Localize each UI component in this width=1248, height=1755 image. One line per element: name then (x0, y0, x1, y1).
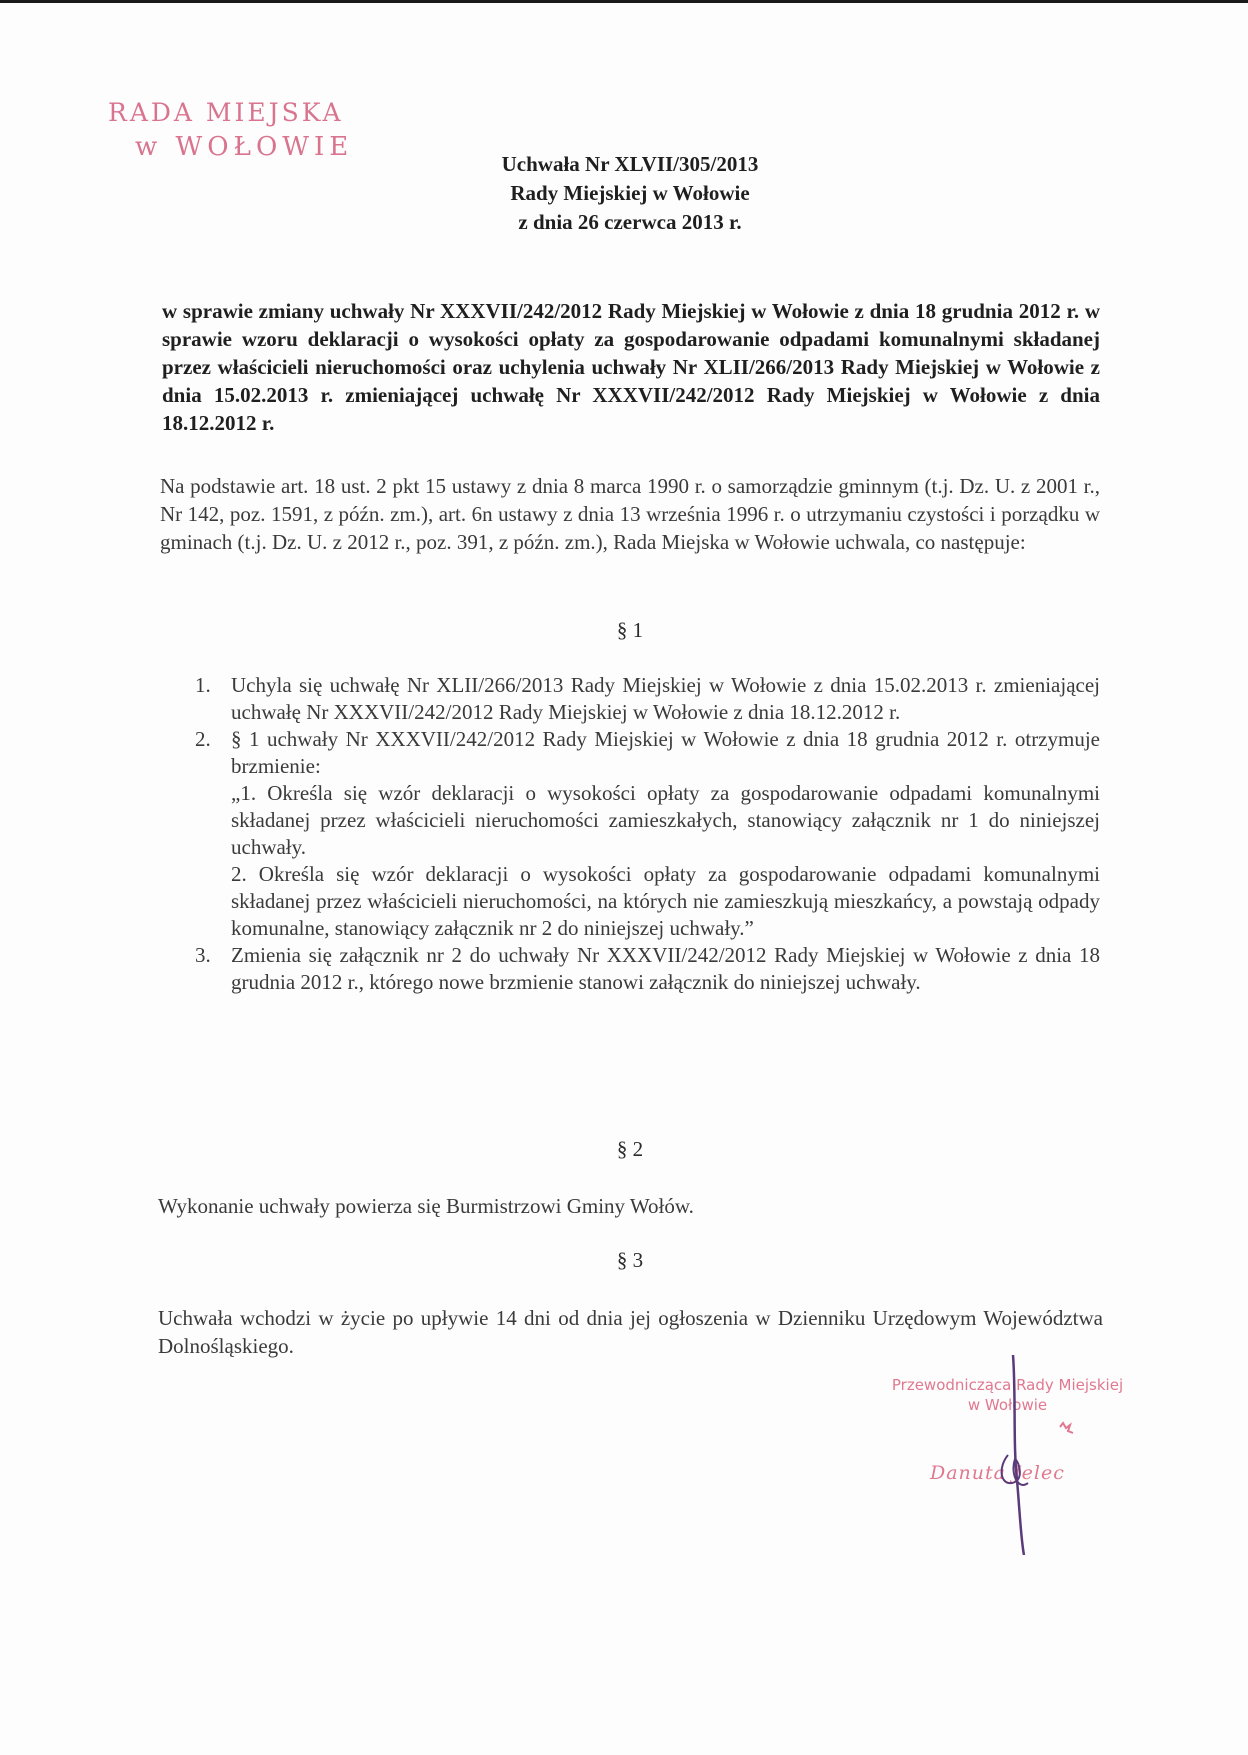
item-subparagraph-2: 2. Określa się wzór deklaracji o wysokości opłaty za gospodarowanie odpadami komunalnymi składanej przez właścicieli nieruchomości, na których nie zamieszkują mieszkańcy, a powstają odpady komunalne, stanowiący załącznik nr 2 do niniejszej uchwały.” (231, 862, 1100, 940)
section-2-text: Wykonanie uchwały powierza się Burmistrzowi Gminy Wołów. (158, 1194, 694, 1218)
signature-block (870, 1375, 1150, 1550)
section-3-heading: § 3 (616, 1248, 644, 1272)
list-item (195, 942, 1100, 996)
item-number: 3. (195, 943, 211, 967)
item-subparagraph-1: „1. Określa się wzór deklaracji o wysokości opłaty za gospodarowanie odpadami komunalnymi składanej przez właścicieli nieruchomości zamieszkałych, stanowiący załącznik nr 1 do niniejszej uchwały. (231, 781, 1100, 859)
list-item (195, 726, 1100, 942)
item-number: 2. (195, 727, 211, 751)
item-number: 1. (195, 673, 211, 697)
item-text: Uchyla się uchwałę Nr XLII/266/2013 Rady Miejskiej w Wołowie z dnia 15.02.2013 r. zmieniającej uchwałę Nr XXXVII/242/2012 Rady Miejskiej w Wołowie z dnia 18.12.2012 r. (231, 673, 1100, 724)
section-2-heading: § 2 (616, 1137, 644, 1161)
item-text: § 1 uchwały Nr XXXVII/242/2012 Rady Miejskiej w Wołowie z dnia 18 grudnia 2012 r. otrzymuje brzmienie: (231, 727, 1100, 778)
stamp-line-2: w WOŁOWIE (135, 132, 354, 162)
council-stamp (105, 96, 405, 164)
resolution-issuer: Rady Miejskiej w Wołowie (510, 181, 750, 205)
legal-basis: Na podstawie art. 18 ust. 2 pkt 15 ustawy z dnia 8 marca 1990 r. o samorządzie gminnym (t.j. Dz. U. z 2001 r., Nr 142, poz. 1591, z późn. zm.), art. 6n ustawy z dnia 13 września 1996 r. o utrzymaniu czystości i porządku w gminach (t.j. Dz. U. z 2012 r., poz. 391, z późn. zm.), Rada Miejska w Wołowie uchwala, co następuje: (160, 474, 1100, 554)
resolution-subject: w sprawie zmiany uchwały Nr XXXVII/242/2012 Rady Miejskiej w Wołowie z dnia 18 grudnia 2012 r. w sprawie wzoru deklaracji o wysokości opłaty za gospodarowanie odpadami komunalnymi składanej przez właścicieli nieruchomości oraz uchylenia uchwały Nr XLII/266/2013 Rady Miejskiej w Wołowie z dnia 15.02.2013 r. zmieniającej uchwałę Nr XXXVII/242/2012 Rady Miejskiej w Wołowie z dnia 18.12.2012 r. (162, 299, 1100, 435)
list-item (195, 672, 1100, 726)
resolution-date: z dnia 26 czerwca 2013 r. (518, 210, 742, 234)
section-1-heading: § 1 (616, 618, 644, 642)
stamp-line-1: RADA MIEJSKA (108, 98, 344, 127)
section-3-text: Uchwała wchodzi w życie po upływie 14 dni od dnia jej ogłoszenia w Dzienniku Urzędowym Województwa Dolnośląskiego. (158, 1306, 1103, 1358)
handwritten-signature (870, 1355, 1150, 1555)
signatory-title-line-2: w Wołowie (967, 1396, 1048, 1414)
signatory-name: Danuta Jelec (930, 1462, 1065, 1484)
signatory-title-line-1: Przewodnicząca Rady Miejskiej (891, 1376, 1124, 1394)
resolution-title (430, 150, 830, 237)
scan-edge (0, 0, 1248, 3)
section-1-list (195, 672, 1100, 996)
resolution-number: Uchwała Nr XLVII/305/2013 (501, 152, 759, 176)
item-text: Zmienia się załącznik nr 2 do uchwały Nr XXXVII/242/2012 Rady Miejskiej w Wołowie z dnia 18 grudnia 2012 r., którego nowe brzmienie stanowi załącznik do niniejszej uchwały. (231, 943, 1100, 994)
